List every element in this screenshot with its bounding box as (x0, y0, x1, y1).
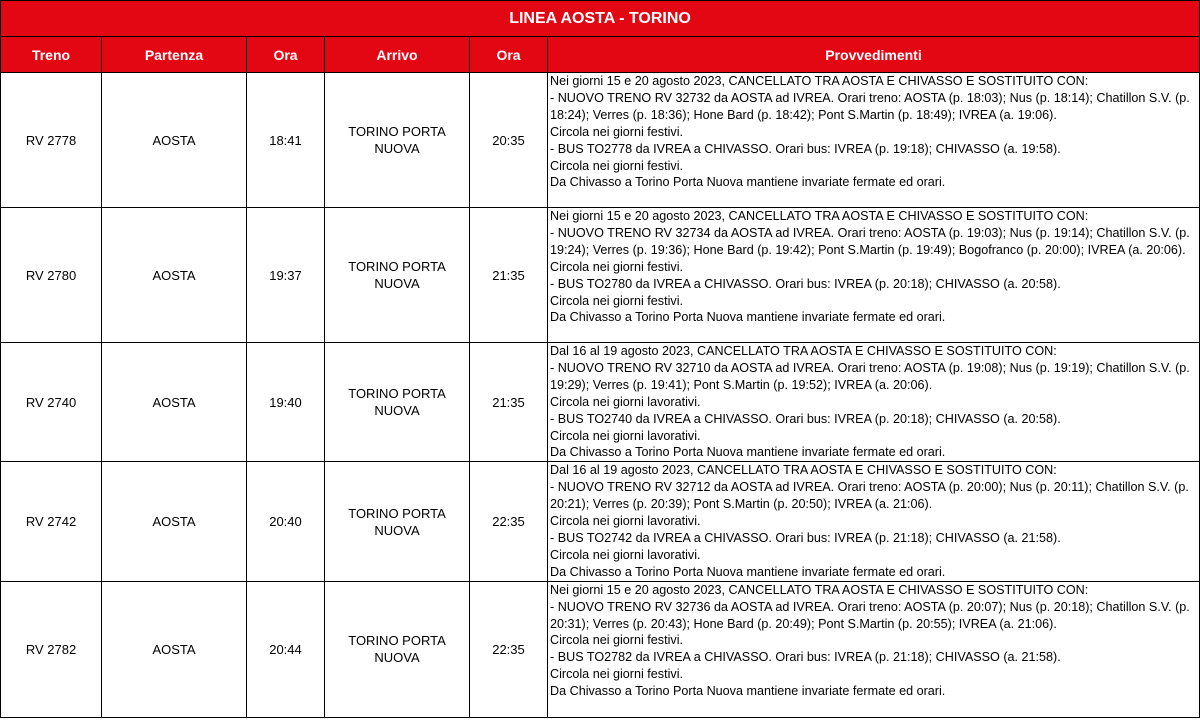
provvedimento-line: Circola nei giorni lavorativi. (550, 547, 701, 562)
provvedimento-line: Dal 16 al 19 agosto 2023, CANCELLATO TRA AOSTA E CHIVASSO E SOSTITUITO CON: (550, 344, 1057, 358)
cell-ora-partenza: 19:37 (247, 208, 325, 343)
header-arrivo: Arrivo (325, 37, 470, 73)
cell-ora-partenza: 20:44 (247, 581, 325, 717)
header-provvedimenti: Provvedimenti (548, 37, 1200, 73)
provvedimento-line: Da Chivasso a Torino Porta Nuova mantiene invariate fermate ed orari. (550, 684, 946, 699)
provvedimento-line: Da Chivasso a Torino Porta Nuova mantiene invariate fermate ed orari. (550, 175, 946, 190)
cell-ora-arrivo: 21:35 (470, 343, 548, 462)
provvedimento-line: - NUOVO TRENO RV 32734 da AOSTA ad IVREA. Orari treno: AOSTA (p. 19:03); Nus (p. 19:14); Chatillon S.V. (p. 19:24); Verres (p. 19:36); Hone Bard (p. 19:42); Pont S.Martin (p. 19:49); Bogofranco (p. 20:00); IVREA (a. 20:06). (550, 225, 1194, 257)
provvedimento-line: - NUOVO TRENO RV 32736 da AOSTA ad IVREA. Orari treno: AOSTA (p. 20:07); Nus (p. 20:18); Chatillon S.V. (p. 20:31); Verres (p. 20:43); Hone Bard (p. 20:49); Pont S.Martin (p. 20:55); IVREA (a. 21:06). (550, 599, 1194, 631)
cell-ora-partenza: 19:40 (247, 343, 325, 462)
cell-provvedimenti (548, 343, 1200, 462)
cell-ora-arrivo: 22:35 (470, 581, 548, 717)
cell-arrivo: TORINO PORTA NUOVA (325, 208, 470, 343)
cell-partenza: AOSTA (102, 343, 247, 462)
page-title: LINEA AOSTA - TORINO (1, 1, 1200, 37)
provvedimento-line: Circola nei giorni lavorativi. (550, 394, 701, 409)
cell-partenza: AOSTA (102, 208, 247, 343)
provvedimento-line: - BUS TO2740 da IVREA a CHIVASSO. Orari bus: IVREA (p. 20:18); CHIVASSO (a. 20:58). (550, 411, 1061, 426)
cell-treno: RV 2778 (1, 73, 102, 208)
cell-provvedimenti (548, 581, 1200, 717)
header-treno: Treno (1, 37, 102, 73)
provvedimento-line: - NUOVO TRENO RV 32712 da AOSTA ad IVREA. Orari treno: AOSTA (p. 20:00); Nus (p. 20:11); Chatillon S.V. (p. 20:21); Verres (p. 20:39); Pont S.Martin (p. 20:50); IVREA (a. 21:06). (550, 480, 1193, 512)
provvedimento-line: Circola nei giorni lavorativi. (550, 428, 701, 443)
provvedimento-line: Nei giorni 15 e 20 agosto 2023, CANCELLATO TRA AOSTA E CHIVASSO E SOSTITUITO CON: (550, 209, 1089, 223)
cell-treno: RV 2740 (1, 343, 102, 462)
provvedimento-line: Circola nei giorni lavorativi. (550, 514, 701, 529)
cell-ora-arrivo: 20:35 (470, 73, 548, 208)
cell-partenza: AOSTA (102, 581, 247, 717)
table-row (1, 462, 1200, 581)
cell-provvedimenti (548, 208, 1200, 343)
provvedimento-line: - NUOVO TRENO RV 32710 da AOSTA ad IVREA. Orari treno: AOSTA (p. 19:08); Nus (p. 19:19); Chatillon S.V. (p. 19:29); Verres (p. 19:41); Pont S.Martin (p. 19:52); IVREA (a. 20:06). (550, 360, 1194, 392)
cell-provvedimenti (548, 462, 1200, 581)
table-row (1, 208, 1200, 343)
provvedimento-line: Nei giorni 15 e 20 agosto 2023, CANCELLATO TRA AOSTA E CHIVASSO E SOSTITUITO CON: (550, 582, 1089, 597)
table-row (1, 343, 1200, 462)
cell-arrivo: TORINO PORTA NUOVA (325, 581, 470, 717)
provvedimento-line: Da Chivasso a Torino Porta Nuova mantiene invariate fermate ed orari. (550, 310, 946, 325)
table-row (1, 581, 1200, 717)
provvedimento-line: - BUS TO2742 da IVREA a CHIVASSO. Orari bus: IVREA (p. 21:18); CHIVASSO (a. 21:58). (550, 530, 1061, 545)
provvedimento-line: Da Chivasso a Torino Porta Nuova mantiene invariate fermate ed orari. (550, 445, 946, 460)
provvedimento-line: Circola nei giorni festivi. (550, 124, 683, 139)
header-ora-arrivo: Ora (470, 37, 548, 73)
cell-partenza: AOSTA (102, 462, 247, 581)
header-ora-partenza: Ora (247, 37, 325, 73)
cell-ora-partenza: 20:40 (247, 462, 325, 581)
provvedimento-line: - BUS TO2782 da IVREA a CHIVASSO. Orari bus: IVREA (p. 21:18); CHIVASSO (a. 21:58). (550, 650, 1061, 665)
header-partenza: Partenza (102, 37, 247, 73)
table-row (1, 73, 1200, 208)
provvedimento-line: Dal 16 al 19 agosto 2023, CANCELLATO TRA AOSTA E CHIVASSO E SOSTITUITO CON: (550, 463, 1057, 478)
provvedimento-line: Circola nei giorni festivi. (550, 633, 683, 648)
cell-provvedimenti (548, 73, 1200, 208)
cell-arrivo: TORINO PORTA NUOVA (325, 462, 470, 581)
cell-arrivo: TORINO PORTA NUOVA (325, 343, 470, 462)
provvedimento-line: Nei giorni 15 e 20 agosto 2023, CANCELLATO TRA AOSTA E CHIVASSO E SOSTITUITO CON: (550, 74, 1089, 88)
provvedimento-line: Circola nei giorni festivi. (550, 667, 683, 682)
cell-treno: RV 2742 (1, 462, 102, 581)
provvedimento-line: Circola nei giorni festivi. (550, 259, 683, 274)
cell-treno: RV 2780 (1, 208, 102, 343)
cell-treno: RV 2782 (1, 581, 102, 717)
provvedimento-line: Da Chivasso a Torino Porta Nuova mantiene invariate fermate ed orari. (550, 564, 946, 579)
provvedimento-line: Circola nei giorni festivi. (550, 293, 683, 308)
provvedimento-line: - BUS TO2778 da IVREA a CHIVASSO. Orari bus: IVREA (p. 19:18); CHIVASSO (a. 19:58). (550, 141, 1061, 156)
provvedimento-line: - NUOVO TRENO RV 32732 da AOSTA ad IVREA. Orari treno: AOSTA (p. 18:03); Nus (p. 18:14); Chatillon S.V. (p. 18:24); Verres (p. 18:36); Hone Bard (p. 18:42); Pont S.Martin (p. 18:49); IVREA (a. 19:06). (550, 90, 1194, 122)
cell-arrivo: TORINO PORTA NUOVA (325, 73, 470, 208)
cell-partenza: AOSTA (102, 73, 247, 208)
provvedimento-line: Circola nei giorni festivi. (550, 158, 683, 173)
provvedimento-line: - BUS TO2780 da IVREA a CHIVASSO. Orari bus: IVREA (p. 20:18); CHIVASSO (a. 20:58). (550, 276, 1061, 291)
cell-ora-partenza: 18:41 (247, 73, 325, 208)
cell-ora-arrivo: 22:35 (470, 462, 548, 581)
cell-ora-arrivo: 21:35 (470, 208, 548, 343)
